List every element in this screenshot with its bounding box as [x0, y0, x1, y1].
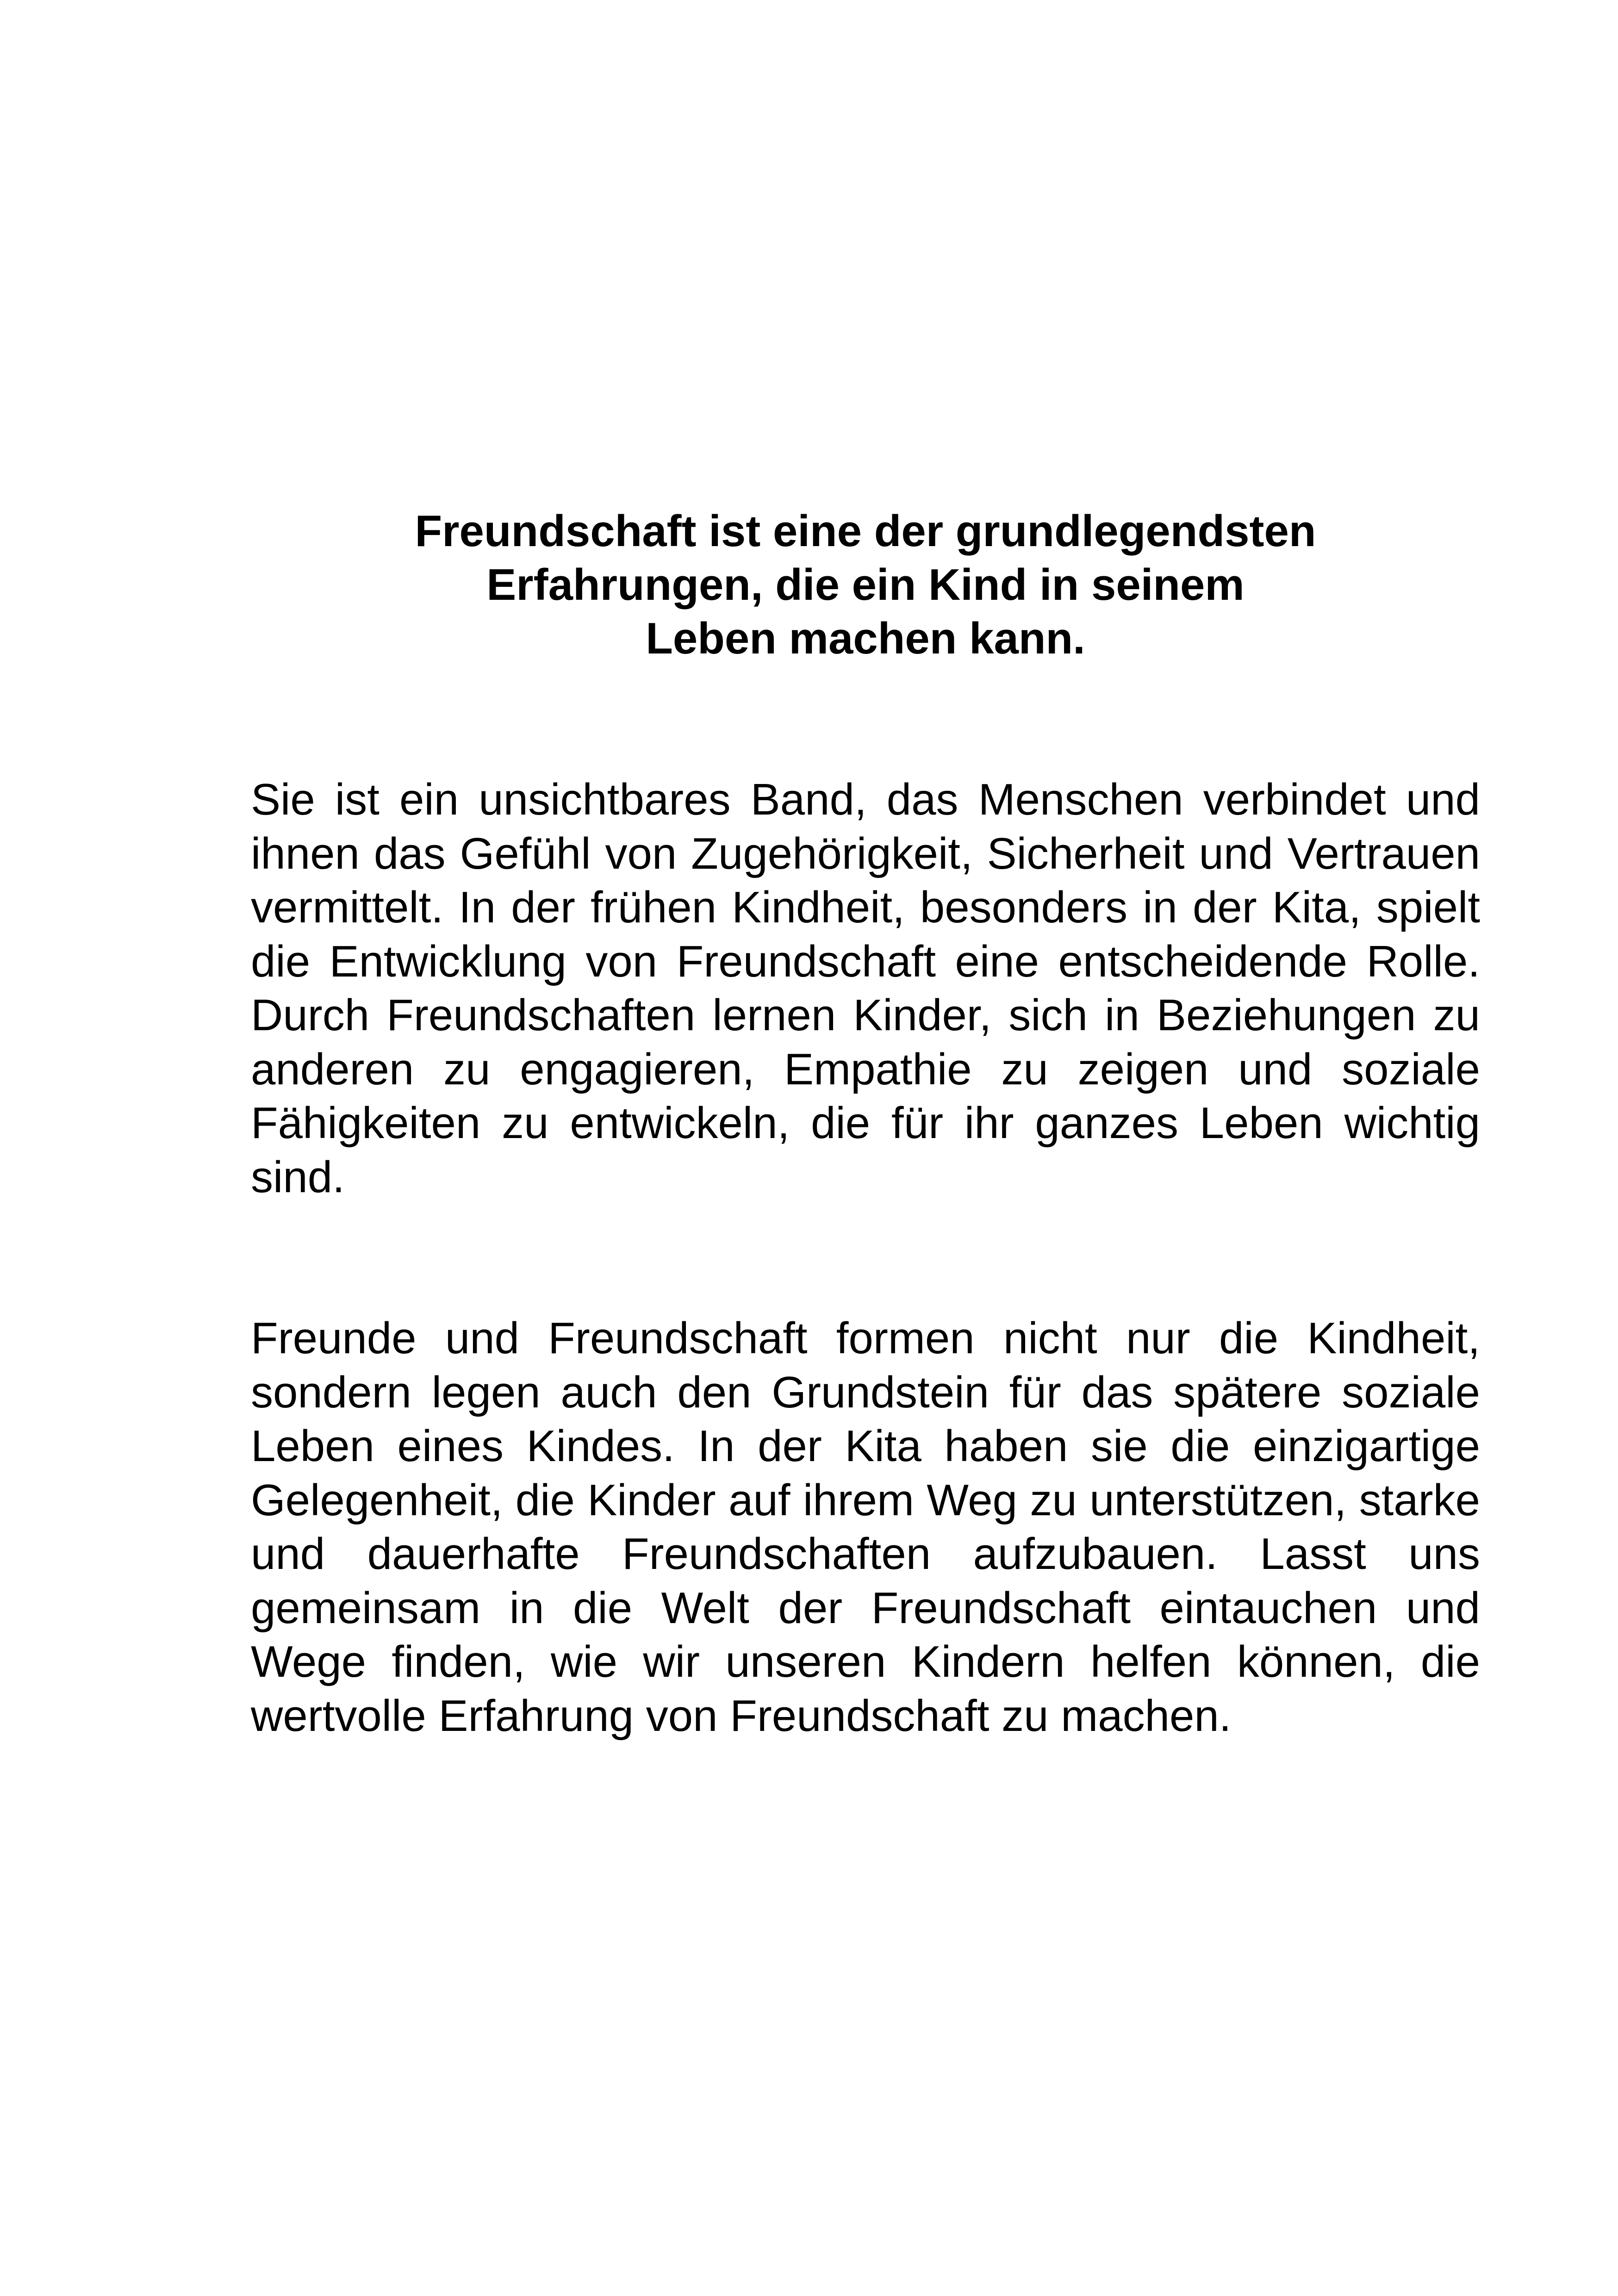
- heading-line-2: Erfahrungen, die ein Kind in seinem: [486, 560, 1245, 610]
- text-block: [251, 504, 1480, 1743]
- spacer: [251, 1204, 1480, 1312]
- page-heading: [251, 504, 1480, 666]
- heading-line-1: Freundschaft ist eine der grundlegendsten: [415, 506, 1316, 556]
- spacer: [251, 666, 1480, 773]
- heading-line-3: Leben machen kann.: [646, 614, 1085, 663]
- paragraph-2: Freunde und Freundschaft formen nicht nur die Kindheit, sondern legen auch den Grundstein für das spätere soziale Leben eines Kindes. In der Kita haben sie die einzigartige Gelegenheit, die Kinder auf ihrem Weg zu unterstützen, starke und dauerhafte Freundschaften aufzubauen. Lasst uns gemeinsam in die Welt der Freundschaft eintauchen und Wege finden, wie wir unseren Kindern helfen können, die wertvolle Erfahrung von Freundschaft zu machen.: [251, 1313, 1480, 1741]
- paragraph-1: Sie ist ein unsichtbares Band, das Menschen verbindet und ihnen das Gefühl von Zugehörigkeit, Sicherheit und Vertrauen vermittelt. In der frühen Kindheit, besonders in der Kita, spielt die Entwicklung von Freundschaft eine entscheidende Rolle. Durch Freundschaften lernen Kinder, sich in Beziehungen zu anderen zu engagieren, Empathie zu zeigen und soziale Fähigkeiten zu entwickeln, die für ihr ganzes Leben wichtig sind.: [251, 775, 1480, 1202]
